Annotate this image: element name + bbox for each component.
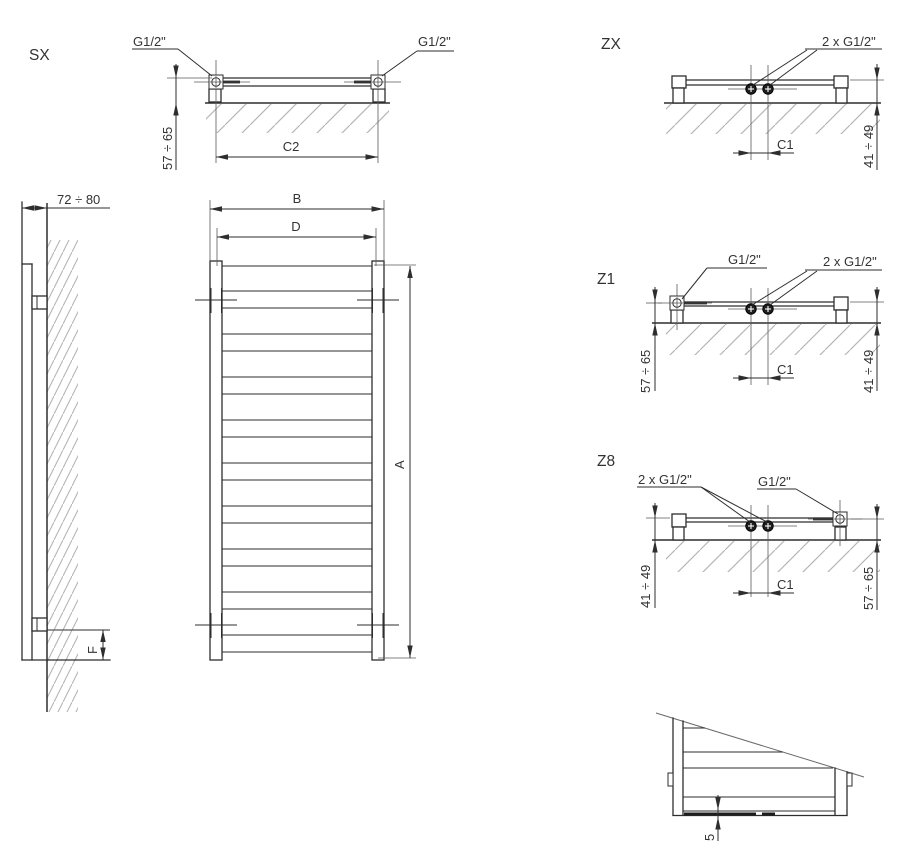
- g12-fitting-icon: [670, 296, 684, 310]
- connection-size-label: G1/2": [133, 34, 166, 49]
- wall-bracket: [836, 310, 847, 323]
- zx-view: [601, 34, 884, 170]
- z1-view-label: Z1: [597, 271, 616, 288]
- zx-wall: [664, 103, 881, 134]
- z8-wall: [652, 540, 881, 572]
- z1-c1-dimension: [733, 362, 794, 378]
- front-collectors: [210, 261, 384, 660]
- z8-view: [597, 453, 884, 610]
- dimension-value: 57 ÷ 65: [160, 126, 175, 170]
- dimension-value: B: [292, 191, 302, 206]
- dimension-value: 57 ÷ 65: [638, 349, 653, 393]
- connection-size-label: 2 x G1/2": [638, 472, 692, 487]
- connection-port-icon: [763, 84, 773, 94]
- detail-outline: [668, 718, 852, 816]
- sx-conn-left-callout: [132, 34, 212, 76]
- collector-right: [372, 261, 384, 660]
- dimension-value: D: [291, 219, 301, 234]
- dimension-value: 57 ÷ 65: [861, 566, 876, 610]
- wall-bracket: [209, 89, 221, 102]
- z1-view: [597, 252, 884, 393]
- sx-conn-right-callout: [382, 34, 454, 76]
- wall-hatch: [666, 541, 880, 572]
- wall-bracket: [668, 773, 673, 786]
- sx-wall-distance-dimension: [160, 64, 212, 170]
- wall-hatch: [206, 104, 389, 133]
- wall-bracket: [373, 89, 385, 102]
- dimension-value: A: [392, 460, 407, 469]
- dimension-value: C1: [777, 137, 794, 152]
- connection-port-icon: [763, 521, 773, 531]
- dimension-value: 72 ÷ 80: [57, 192, 101, 207]
- front-rungs: [222, 266, 372, 652]
- z8-conn-center-callout: [637, 472, 767, 522]
- z1-conn-side-callout: [682, 252, 767, 299]
- z8-conn-side-callout: [757, 474, 838, 514]
- zx-c1-dimension: [733, 137, 794, 153]
- collector-left: [210, 261, 222, 660]
- z8-c1-dimension: [733, 577, 794, 593]
- wall-bracket: [32, 296, 47, 309]
- zx-view-label: ZX: [601, 36, 621, 53]
- wall-bracket: [32, 618, 47, 631]
- z1-wall: [652, 323, 881, 355]
- wall-bracket: [673, 527, 684, 540]
- sx-view-label: SX: [29, 47, 50, 64]
- connection-size-label: G1/2": [758, 474, 791, 489]
- g12-fitting-icon: [833, 512, 847, 526]
- connection-port-icon: [746, 521, 756, 531]
- break-line: [656, 713, 864, 777]
- front-width-d-dimension: [217, 219, 376, 266]
- connection-size-label: G1/2": [418, 34, 451, 49]
- dimension-value: F: [85, 646, 100, 654]
- side-depth-dimension: [22, 192, 110, 208]
- g12-fitting-icon: [371, 75, 385, 89]
- wall-bracket: [673, 88, 684, 103]
- connection-port-icon: [763, 304, 773, 314]
- connection-port-icon: [746, 84, 756, 94]
- sx-wall: [205, 103, 390, 133]
- side-wall: [47, 203, 78, 712]
- connection-size-label: 2 x G1/2": [823, 254, 877, 269]
- detail-view: [656, 713, 864, 841]
- sx-c2-dimension: [216, 139, 378, 157]
- sx-view: [29, 34, 454, 170]
- wall-hatch: [666, 104, 880, 134]
- dimension-value: 5: [702, 833, 717, 841]
- front-view: [195, 191, 416, 660]
- wall-hatch: [47, 240, 78, 712]
- z1-side-wall-distance-dimension: [638, 287, 662, 393]
- dimension-value: 41 ÷ 49: [861, 349, 876, 393]
- connection-size-label: 2 x G1/2": [822, 34, 876, 49]
- wall-bracket: [847, 773, 852, 786]
- z1-conn-center-callout: [752, 254, 882, 305]
- zx-conn-callout: [753, 34, 882, 85]
- dimension-value: 41 ÷ 49: [861, 124, 876, 168]
- g12-fitting-icon: [209, 75, 223, 89]
- dimension-value: 41 ÷ 49: [638, 564, 653, 608]
- dimension-value: C1: [777, 362, 794, 377]
- dimension-value: C1: [777, 577, 794, 592]
- connection-port-icon: [746, 304, 756, 314]
- z8-view-label: Z8: [597, 453, 616, 470]
- z8-center-wall-distance-dimension: [638, 503, 670, 608]
- connection-size-label: G1/2": [728, 252, 761, 267]
- side-view: [22, 192, 110, 712]
- wall-bracket: [835, 527, 846, 540]
- wall-bracket: [836, 88, 847, 103]
- detail-gap-dimension: [702, 795, 718, 841]
- dimension-value: C2: [282, 139, 300, 154]
- wall-hatch: [666, 324, 880, 355]
